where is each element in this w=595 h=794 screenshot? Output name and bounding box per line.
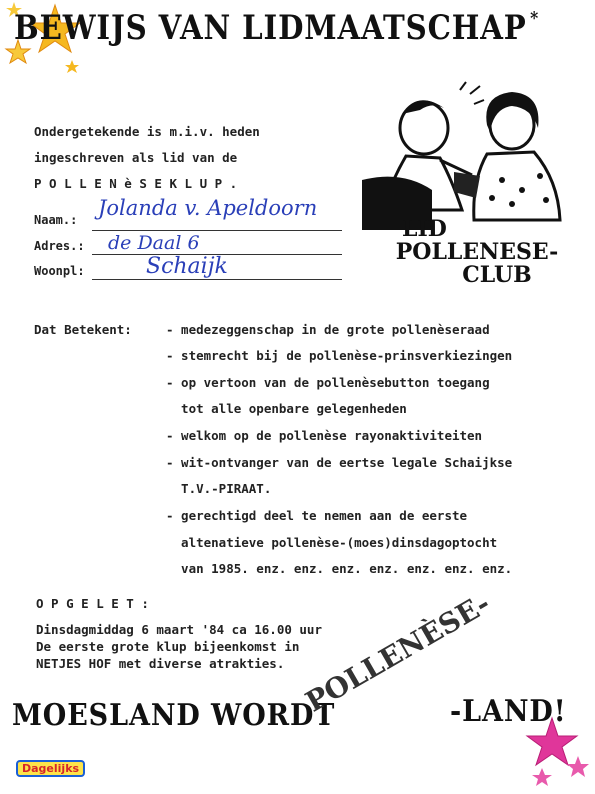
benefit-item: - medezeggenschap in de grote pollenèseraad (166, 322, 490, 337)
site-logo-text: Dagelijks (22, 762, 80, 775)
intro-line-1: Ondergetekende is m.i.v. heden (34, 124, 260, 139)
benefit-item: - stemrecht bij de pollenèse-prinsverkiezingen (166, 348, 513, 363)
footer-diagonal: POLLENÈSE- (300, 586, 496, 719)
page-title (14, 8, 540, 48)
benefit-item: T.V.-PIRAAT. (166, 481, 272, 496)
address-value: de Daal 6 (108, 232, 200, 254)
benefit-item: - gerechtigd deel te nemen aan de eerste (166, 508, 468, 523)
benefit-item: - op vertoon van de pollenèsebutton toegang (166, 375, 490, 390)
site-logo (16, 760, 85, 777)
footer-right: -LAND! (450, 694, 567, 729)
notice-line-2: De eerste grote klup bijeenkomst in (36, 639, 300, 654)
notice-line-1: Dinsdagmiddag 6 maart '84 ca 16.00 uur (36, 622, 322, 637)
club-stamp (392, 218, 562, 287)
benefit-item: van 1985. enz. enz. enz. enz. enz. enz. enz. (166, 561, 513, 576)
intro-line-3: P O L L E N è S E K L U P . (34, 176, 238, 191)
name-label: Naam.: (34, 213, 78, 227)
benefit-item: altenatieve pollenèse-(moes)dinsdagoptocht (166, 535, 498, 550)
notice-heading: O P G E L E T : (36, 596, 149, 611)
intro-line-2: ingeschreven als lid van de (34, 150, 238, 165)
club-stamp-line-3: CLUB (462, 262, 532, 289)
city-value: Schaijk (146, 254, 228, 279)
city-label: Woonpl: (34, 264, 85, 278)
title-text: BEWIJS VAN LIDMAATSCHAP (14, 8, 527, 48)
name-value: Jolanda v. Apeldoorn (98, 196, 318, 220)
name-underline (92, 229, 342, 231)
footer-left: MOESLAND WORDT (12, 698, 336, 733)
benefit-item: - wit-ontvanger van de eertse legale Schaijkse (166, 455, 513, 470)
title-asterisk: * (530, 8, 540, 29)
notice-line-3: NETJES HOF met diverse atrakties. (36, 656, 285, 671)
club-stamp-line-2: POLLENESE- (395, 239, 559, 266)
address-label: Adres.: (34, 239, 85, 253)
benefits-label: Dat Betekent: (34, 322, 132, 337)
benefit-item: - welkom op de pollenèse rayonaktiviteiten (166, 428, 483, 443)
benefit-item: tot alle openbare gelegenheden (166, 401, 407, 416)
club-stamp-line-1: LID (402, 216, 447, 242)
